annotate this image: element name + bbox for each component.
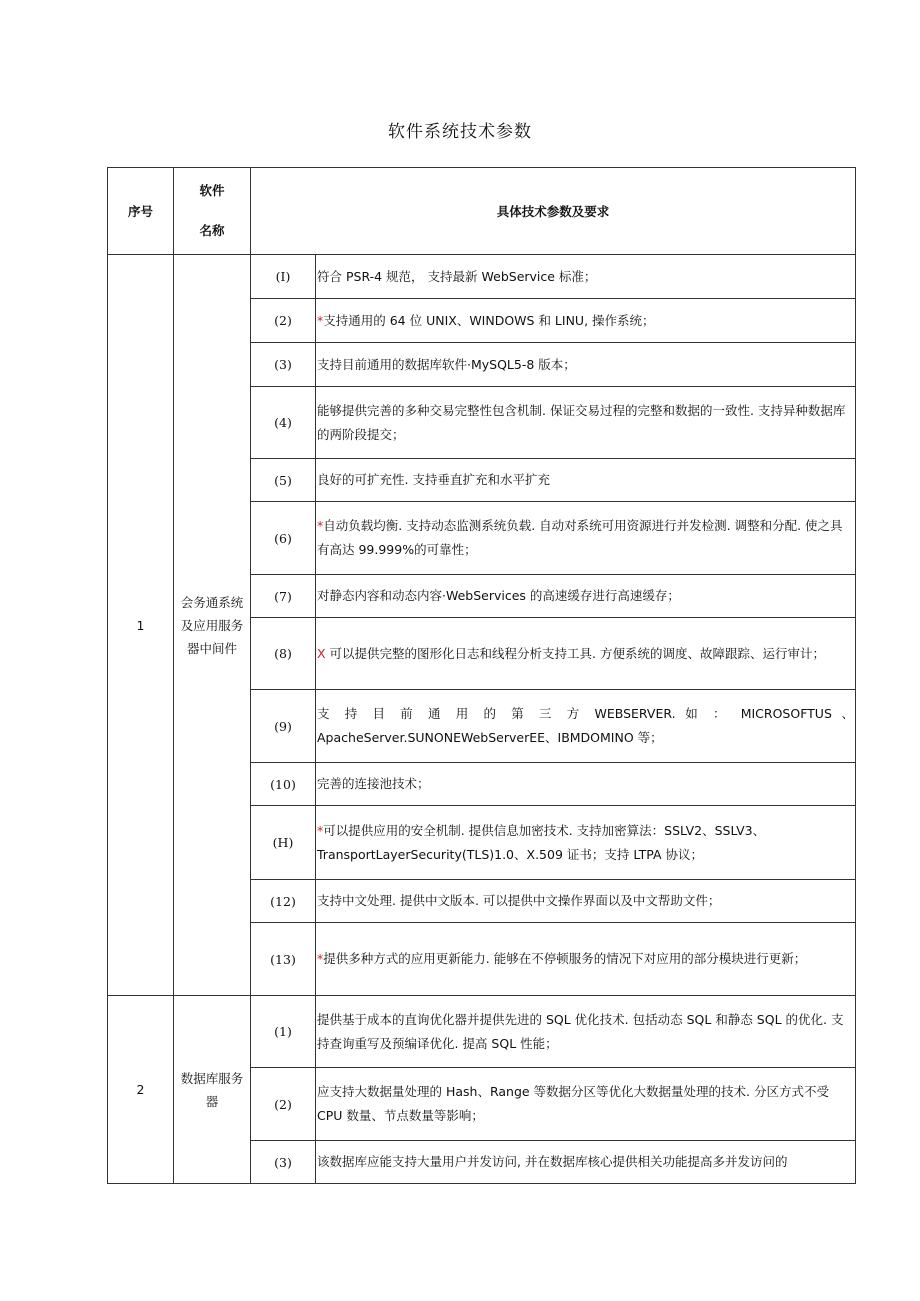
item-spec: [316, 387, 856, 459]
item-spec: [316, 690, 856, 763]
item-spec: [316, 575, 856, 618]
item-number: (7): [251, 575, 316, 618]
item-spec-text: 良好的可扩充性. 支持垂直扩充和水平扩充: [317, 472, 550, 487]
item-spec: [316, 1141, 856, 1184]
item-spec: [316, 618, 856, 690]
header-name-line2: 名称: [199, 223, 225, 238]
item-spec: [316, 880, 856, 923]
group-seq: 1: [108, 255, 174, 996]
group-seq: 2: [108, 996, 174, 1184]
item-number: (6): [251, 502, 316, 575]
item-spec: [316, 806, 856, 880]
header-seq: 序号: [108, 168, 174, 255]
item-spec-text: 支持中文处理. 提供中文版本. 可以提供中文操作界面以及中文帮助文件；: [317, 893, 721, 908]
item-number: (9): [251, 690, 316, 763]
item-spec-text: 对静态内容和动态内容·WebServices 的高速缓存进行高速缓存；: [317, 588, 680, 603]
table-row: [108, 255, 856, 299]
item-number: (12): [251, 880, 316, 923]
item-number: (4): [251, 387, 316, 459]
header-spec: 具体技术参数及要求: [251, 168, 856, 255]
item-spec-text: 完善的连接池技术；: [317, 776, 430, 791]
item-spec-text: 自动负载均衡. 支持动态监测系统负载. 自动对系统可用资源进行并发检测. 调整和分配. 使之具有高达 99.999%的可靠性；: [317, 518, 843, 557]
item-spec-text: 可以提供完整的图形化日志和线程分析支持工具. 方便系统的调度、故障跟踪、运行审计；: [325, 645, 826, 661]
item-spec: [316, 1068, 856, 1141]
item-number: (1): [251, 996, 316, 1068]
item-spec: [316, 255, 856, 299]
header-name-line1: 软件: [199, 183, 225, 198]
item-spec-text: 支持通用的 64 位 UNIX、WINDOWS 和 LINU, 操作系统；: [323, 312, 655, 328]
table-row: [108, 996, 856, 1068]
item-number: (2): [251, 299, 316, 343]
table-header-row: [108, 168, 856, 255]
item-number: (13): [251, 923, 316, 996]
group-name: 会务通系统及应用服务器中间件: [174, 255, 251, 996]
item-spec-text: 可以提供应用的安全机制. 提供信息加密技术. 支持加密算法：SSLV2、SSLV3、TransportLayerSecurity(TLS)1.0、X.509 证书；支持 LTPA 协议；: [317, 822, 766, 862]
item-spec: [316, 459, 856, 502]
required-mark: *: [317, 822, 324, 838]
item-spec: [316, 502, 856, 575]
item-spec-text: 提供多种方式的应用更新能力. 能够在不停顿服务的情况下对应用的部分模块进行更新；: [323, 951, 807, 966]
required-mark: *: [317, 951, 324, 966]
item-spec-text: 提供基于成本的直询优化器并提供先进的 SQL 优化技术. 包括动态 SQL 和静态 SQL 的优化. 支持查询重写及预编译优化. 提高 SQL 性能；: [317, 1011, 844, 1051]
item-spec-text: 支持目前通用的数据库软件·MySQL5-8 版本；: [317, 356, 576, 372]
header-name: [174, 168, 251, 255]
item-spec-text: 该数据库应能支持大量用户并发访问, 并在数据库核心提供相关功能提高多并发访问的: [317, 1154, 788, 1169]
item-number: (10): [251, 763, 316, 806]
item-spec: [316, 923, 856, 996]
item-number: (2): [251, 1068, 316, 1141]
item-spec-text: 能够提供完善的多种交易完整性包含机制. 保证交易过程的完整和数据的一致性. 支持异种数据库的两阶段提交；: [317, 402, 846, 442]
item-spec: [316, 763, 856, 806]
item-number: (8): [251, 618, 316, 690]
item-number: (I): [251, 255, 316, 299]
item-spec: [316, 299, 856, 343]
item-number: (3): [251, 343, 316, 387]
item-spec-text: 应支持大数据量处理的 Hash、Range 等数据分区等优化大数据量处理的技术. 分区方式不受 CPU 数量、节点数量等影响；: [317, 1084, 830, 1123]
required-mark: *: [317, 312, 324, 328]
item-number: (5): [251, 459, 316, 502]
page-title: 软件系统技术参数: [388, 122, 532, 142]
group-name: 数据库服务器: [174, 996, 251, 1184]
item-spec-text: 符合 PSR-4 规范， 支持最新 WebService 标准；: [317, 268, 597, 284]
required-mark: X: [317, 645, 326, 661]
item-spec: [316, 996, 856, 1068]
item-number: (3): [251, 1141, 316, 1184]
spec-table: [107, 167, 856, 1184]
required-mark: *: [317, 518, 324, 533]
item-number: (H): [251, 806, 316, 880]
item-spec: [316, 343, 856, 387]
item-spec-text: 支 持 目 前 通 用 的 第 三 方 WEBSERVER. 如 ： MICROSOFTUS 、ApacheServer.SUNONEWebServerEE、IBMDOMINO 等；: [317, 706, 855, 745]
